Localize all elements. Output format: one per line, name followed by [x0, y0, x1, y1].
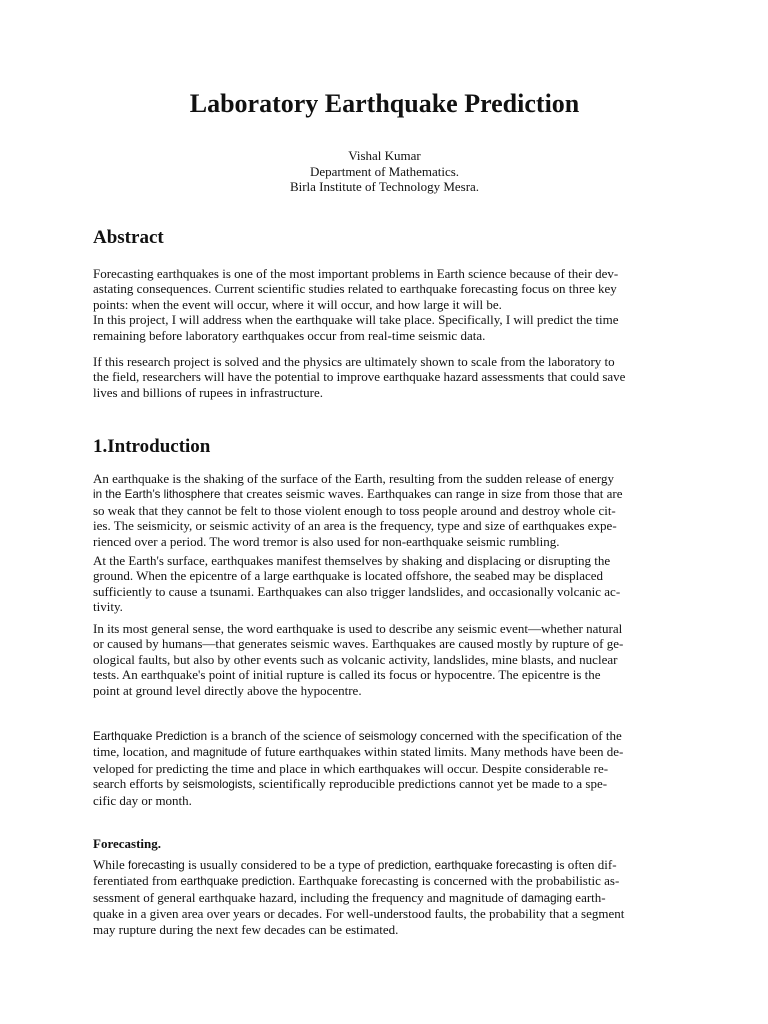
text-line: tivity. — [93, 599, 123, 615]
text-line — [93, 744, 676, 760]
text-line: tests. An earthquake's point of initial rupture is called its focus or hypocentre. The epicentre is the — [93, 667, 601, 683]
text-line: ological faults, but also by other events such as volcanic activity, landslides, mine blasts, and nuclear — [93, 651, 618, 667]
text-span: ferentiated from — [93, 873, 181, 889]
forecasting-paragraph — [93, 857, 676, 937]
earthquake-prediction-term: Earthquake Prediction — [93, 730, 208, 743]
seismology-term: seismology — [358, 730, 417, 743]
author-institute: Birla Institute of Technology Mesra. — [289, 179, 480, 194]
abstract-heading: Abstract — [93, 227, 164, 248]
text-line: In this project, I will address when the earthquake will take place. Specifically, I will predict the time — [93, 312, 619, 328]
abstract-paragraph-2 — [93, 354, 676, 400]
text-span: search efforts by — [93, 776, 183, 792]
text-line: remaining before laboratory earthquakes occur from real-time seismic data. — [93, 327, 486, 343]
author-block — [93, 148, 676, 195]
text-line: An earthquake is the shaking of the surface of the Earth, resulting from the sudden release of energy — [93, 471, 615, 486]
forecasting-heading: Forecasting. — [93, 836, 161, 851]
text-line: If this research project is solved and the physics are ultimately shown to scale from the laboratory to — [93, 354, 615, 369]
text-span: . Earthquake forecasting is concerned with the probabilistic as- — [291, 873, 620, 889]
text-line: the field, researchers will have the potential to improve earthquake hazard assessments that could save — [93, 369, 626, 385]
lithosphere-phrase: in the Earth’s lithosphere — [93, 488, 221, 502]
introduction-paragraph-1 — [93, 471, 676, 549]
text-line — [93, 728, 676, 744]
text-line: point at ground level directly above the hypocentre. — [93, 682, 362, 698]
text-line: Forecasting earthquakes is one of the most important problems in Earth science because of their dev- — [93, 266, 619, 281]
text-line — [93, 873, 676, 889]
text-line: ies. The seismicity, or seismic activity of an area is the frequency, type and size of earthquakes expe- — [93, 518, 617, 534]
text-line: sufficiently to cause a tsunami. Earthquakes can also trigger landslides, and occasionally volcanic ac- — [93, 583, 621, 599]
text-span: time, location, and — [93, 744, 194, 760]
text-line: so weak that they cannot be felt to those violent enough to toss people around and destroy whole cit- — [93, 502, 616, 518]
text-line — [93, 486, 676, 502]
prediction-paragraph — [93, 728, 676, 808]
prediction-term: prediction — [377, 859, 429, 872]
text-line: At the Earth's surface, earthquakes manifest themselves by shaking and displacing or disrupting the — [93, 553, 611, 568]
text-span: , scientifically reproducible predictions cannot yet be made to a spe- — [252, 776, 608, 792]
seismologists-term: seismologists — [182, 778, 253, 792]
introduction-paragraph-3 — [93, 621, 676, 698]
text-line: may rupture during the next few decades can be estimated. — [93, 921, 399, 937]
text-span: sessment of general earthquake hazard, including the frequency and magnitude of — [93, 889, 522, 905]
text-line: ground. When the epicentre of a large earthquake is located offshore, the seabed may be displaced — [93, 568, 604, 584]
text-line: veloped for predicting the time and place in which earthquakes will occur. Despite considerable re- — [93, 760, 609, 776]
text-span: is a branch of the science of — [207, 728, 359, 743]
author-name: Vishal Kumar — [348, 148, 421, 163]
text-span: earth- — [572, 889, 606, 905]
text-line — [93, 890, 676, 906]
text-line — [93, 776, 676, 792]
earthquake-forecasting-term: earthquake forecasting — [434, 859, 553, 872]
text-span: is usually considered to be a type of — [184, 857, 378, 872]
abstract-paragraph-1 — [93, 266, 676, 343]
text-line: cific day or month. — [93, 792, 192, 808]
introduction-paragraph-2 — [93, 553, 676, 615]
forecasting-term: forecasting — [128, 859, 185, 872]
text-span: concerned with the specification of the — [416, 728, 622, 743]
text-span: , — [428, 857, 435, 872]
text-span: is often dif- — [552, 857, 617, 872]
paper-title: Laboratory Earthquake Prediction — [189, 89, 580, 118]
text-span: that creates seismic waves. Earthquakes can range in size from those that are — [220, 486, 623, 502]
author-department: Department of Mathematics. — [309, 163, 460, 179]
text-line: lives and billions of rupees in infrastructure. — [93, 384, 323, 400]
text-line: quake in a given area over years or decades. For well-understood faults, the probability that a segment — [93, 906, 625, 922]
magnitude-term: magnitude — [193, 746, 248, 760]
introduction-heading: 1.Introduction — [93, 436, 211, 457]
text-line — [93, 857, 676, 873]
text-line: In its most general sense, the word earthquake is used to describe any seismic event—whether natural — [93, 621, 623, 636]
text-line: points: when the event will occur, where it will occur, and how large it will be. — [93, 296, 502, 312]
text-span: of future earthquakes within stated limits. Many methods have been de- — [247, 744, 624, 760]
text-line: rienced over a period. The word tremor is also used for non-earthquake seismic rumbling. — [93, 533, 560, 549]
damaging-term: damaging — [521, 891, 573, 905]
text-span: While — [93, 857, 129, 872]
text-line: or caused by humans—that generates seismic waves. Earthquakes are caused mostly by rupture of ge- — [93, 636, 624, 652]
earthquake-prediction-term: earthquake prediction — [180, 875, 292, 889]
text-line: astating consequences. Current scientific studies related to earthquake forecasting focus on three key — [93, 281, 617, 297]
